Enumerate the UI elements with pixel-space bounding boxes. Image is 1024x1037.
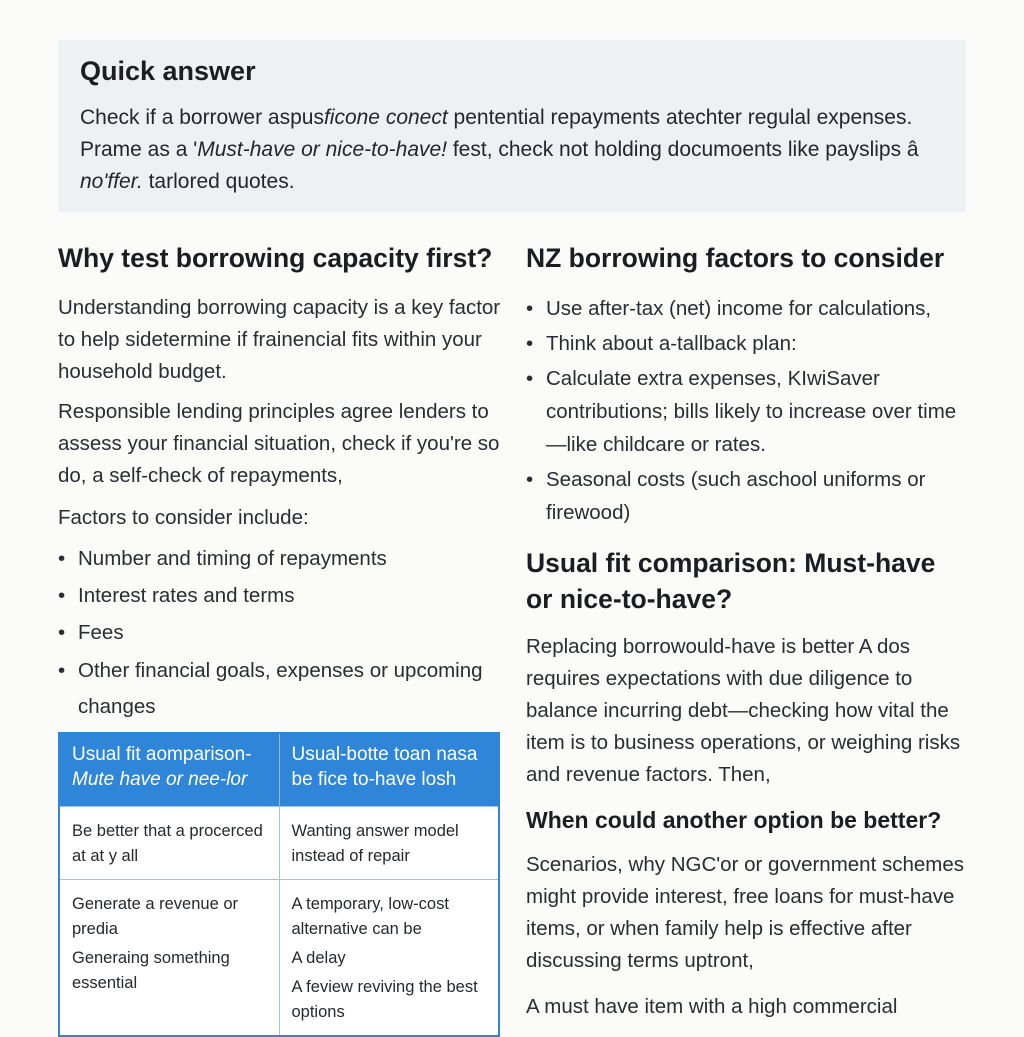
list-item: • Fees (58, 616, 508, 649)
left-factor-list (58, 542, 508, 725)
list-item: • Interest rates and terms (58, 579, 508, 612)
left-heading: Why test borrowing capacity first? (58, 243, 493, 273)
nz-factor-list (526, 292, 966, 529)
table-cell: Wanting answer model instead of repair (279, 807, 499, 880)
right-heading: NZ borrowing factors to consider (526, 243, 945, 273)
quick-answer-box (58, 40, 966, 212)
table-cell (279, 880, 499, 1037)
table-row (59, 807, 499, 880)
quick-answer-text-part: tarlored quotes. (142, 170, 295, 193)
table-cell-line: A delay (291, 949, 346, 967)
right-paragraph-2: Scenarios, why NGC'or or government schemes might provide interest, free loans for must-have items, or when family help is effective after discussing terms uptront, (526, 853, 964, 972)
table-header-row (59, 733, 499, 807)
quick-answer-text-part: Check if a borrower aspus (80, 106, 324, 129)
table-cell-line: A temporary, low-cost alternative can be (291, 895, 449, 938)
table-header-cell (59, 733, 279, 807)
table-row (59, 880, 499, 1037)
table-cell-line: A feview reviving the best options (291, 978, 478, 1021)
table-header-cell: Usual-botte toan nasa be fice to-have losh (279, 733, 499, 807)
right-paragraph-1: Replacing borrowould-have is better A dos requires expectations with due diligence to balance incurring debt—checking how vital the item is to business operations, or weighing risks and revenue factors. Then, (526, 635, 961, 786)
list-item: • Think about a-tallback plan: (526, 327, 966, 360)
left-paragraph-1: Understanding borrowing capacity is a key factor to help sidetermine if frainencial fits within your household budget. (58, 296, 501, 383)
right-heading-2: Usual fit comparison: Must-have or nice-to-have? (526, 548, 936, 614)
right-paragraph-3: A must have item with a high commercial (526, 995, 898, 1018)
list-item: • Number and timing of repayments (58, 542, 508, 575)
right-column (526, 238, 966, 1023)
table-cell-line: Generaing something essential (72, 949, 230, 992)
list-item: • Seasonal costs (such aschool uniforms or firewood) (526, 463, 966, 529)
right-subheading: When could another option be better? (526, 807, 942, 833)
table-header-line: Usual fit aomparison- (72, 744, 252, 765)
quick-answer-text (80, 102, 940, 198)
quick-answer-text-italic: no'ffer. (80, 170, 143, 193)
table-header-line: Mute have or nee-lor (72, 769, 248, 790)
quick-answer-text-italic: Must-have or nice-to-have! (197, 138, 448, 161)
list-item: • Calculate extra expenses, KIwiSaver contributions; bills likely to increase over time—like childcare or rates. (526, 362, 966, 461)
table-cell-line: Generate a revenue or predia (72, 895, 239, 938)
table-cell: Be better that a procerced at at y all (59, 807, 279, 880)
left-column (58, 238, 508, 725)
list-item: • Use after-tax (net) income for calculations, (526, 292, 966, 325)
list-item: • Other financial goals, expenses or upcoming changes (58, 653, 508, 725)
quick-answer-text-part: pentential repayments atechter regulal expenses. Prame as a ' (80, 106, 913, 161)
quick-answer-text-italic: ficone conect (323, 106, 448, 129)
quick-answer-text-part: fest, check not holding documoents like payslips â (447, 138, 919, 161)
fit-comparison-table (58, 732, 500, 1037)
left-paragraph-3: Factors to consider include: (58, 506, 309, 529)
left-paragraph-2: Responsible lending principles agree lenders to assess your financial situation, check if you're so do, a self-check of repayments, (58, 400, 500, 487)
quick-answer-title: Quick answer (80, 56, 256, 86)
table-cell (59, 880, 279, 1037)
